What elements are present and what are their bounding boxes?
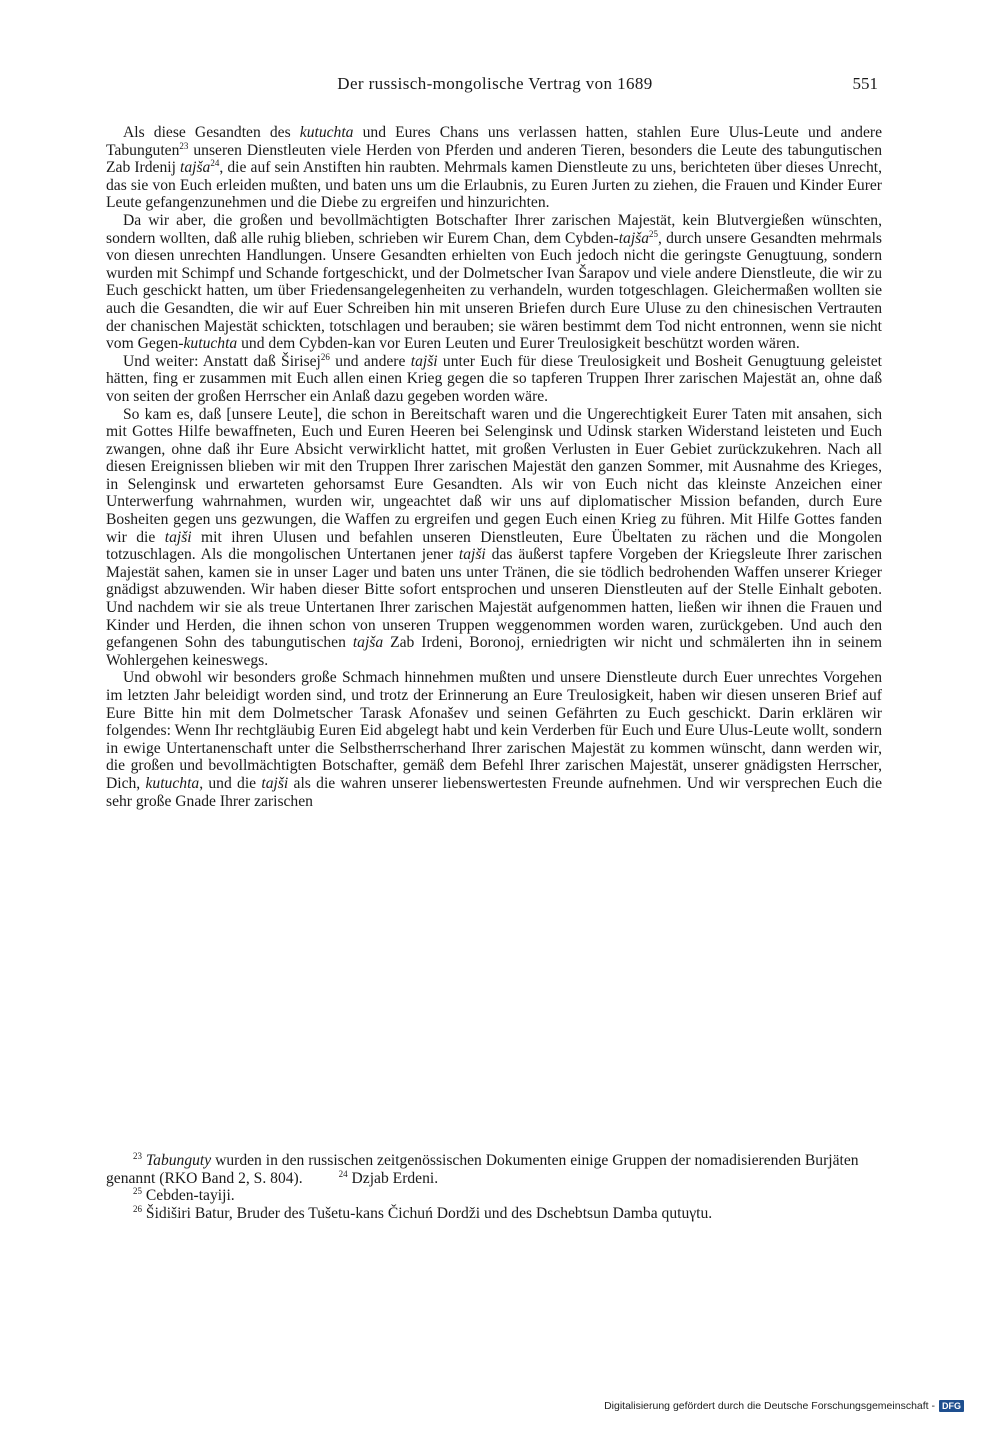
italic-term: tajši — [458, 546, 486, 564]
italic-term: tajša — [180, 159, 211, 177]
footnote-ref-23: 23 — [179, 140, 189, 151]
text-run: Zab Irdeni, Boronoj, erniedrigten wir nicht und schmälerten ihn in seinem Wohlergehen keineswegs. — [106, 634, 882, 669]
footnote-ref-26: 26 — [320, 351, 330, 362]
text-run: , durch unsere Gesandten mehrmals von diesen unrechten Handlungen. Unsere Gesandten erhielten von Euch jedoch nicht die geringste Genugtuung, sondern wurden mit Schimpf und Schande fortgeschickt, und der Dolmetscher Ivan Šarapov und viele andere Dienstleute, die wir zu Euch geschickt hatten, um über Friedensangelegenheiten zu verhandeln, wurden totgeschlagen. Gleichermaßen wollten sie auch die Gesandten, die wir auf Euer Schreiben hin mit unseren Briefen durch Eure Uluse zu den chinesischen Vertrauten der chanischen Majestät schickten, totschlagen und berauben; sie wären bestimmt dem Tod nicht entronnen, wenn sie nicht vom Gegen- — [106, 229, 882, 353]
text-run: , die auf sein Anstiften hin raubten. Mehrmals kamen Dienstleute zu uns, berichteten über dieses Unrecht, das sie von Euch erleiden mußten, und baten uns um die Erlaubnis, zu Euren Jurten zu ziehen, die Frauen und Kinder Eurer Leute gefangenzunehmen und die Diebe zu ergreifen und hinzurichten. — [106, 159, 882, 212]
footnote-23-24 — [106, 1152, 882, 1187]
text-run: unter Euch für diese Treulosigkeit und Bosheit Genugtuung geleistet hätten, fing er zusammen mit Euch allen einen Krieg gegen die so tapferen Truppen Ihrer zarischen Majestät an, ohne daß von seiten der großen Herrscher ein Anlaß dazu gegeben worden wäre. — [106, 352, 882, 405]
text-run: Da wir aber, die großen und bevollmächtigten Botschafter Ihrer zarischen Majestät, kein Blutvergießen wünschten, sondern wollten, daß alle ruhig blieben, schrieben wir Eurem Chan, dem Cybden- — [106, 211, 882, 247]
footnote-text: Cebden-tayiji. — [142, 1187, 235, 1205]
italic-term: tajša — [618, 229, 650, 247]
page-header — [100, 74, 890, 98]
italic-term: kutuchta — [145, 774, 200, 792]
footnote-number: 23 — [133, 1151, 142, 1161]
footnotes — [106, 1152, 882, 1222]
text-run: und andere — [329, 352, 411, 370]
italic-term: Tabunguty — [145, 1152, 212, 1169]
text-run: als die wahren unserer liebenswertesten Freunde aufnehmen. Und wir versprechen Euch die sehr große Gnade Ihrer zarischen — [106, 774, 883, 810]
text-run: mit ihren Ulusen und befahlen unseren Dienstleuten, Eure Übeltaten zu rächen und die Mongolen totzuschlagen. Als die mongolischen Untertanen jener — [106, 528, 882, 564]
footnote-text: wurden in den russischen zeitgenössischen Dokumenten einige Gruppen der nomadisierenden Burjäten genannt (RKO Band 2, S. 804). — [106, 1152, 859, 1187]
text-run: So kam es, daß [unsere Leute], die schon in Bereitschaft waren und die Ungerechtigkeit Eurer Taten mit ansahen, sich mit Gottes Hilfe bewaffneten, Euch und Euren Heeren bei Selenginsk und Udinsk starken Widerstand leisteten und Euch zwangen, ohne daß ihr Eure Absicht verwirklicht hattet, mit großen Verlusten in Euer Gebiet zurückzukehren. Nach all diesen Ereignissen blieben wir mit den Truppen Ihrer zarischen Majestät den ganzen Sommer, mit Ausnahme des Krieges, in Selenginsk und erwarteten gehorsamst Eure Gesandten. Als wir von Euch nicht das kleinste Anzeichen einer Unterwerfung wahrnahmen, wurden wir, ungeachtet daß wir uns auf diplomatischer Mission befanden, durch Eure Bosheiten gegen uns gezwungen, die Waffen zu ergreifen und gegen Euch einen Krieg zu führen. Mit Hilfe Gottes fanden wir die — [106, 405, 882, 546]
footnote-number: 26 — [133, 1203, 142, 1214]
italic-term: tajši — [164, 528, 192, 546]
text-run: und dem Cybden-kan vor Euren Leuten und Eurer Treulosigkeit beschützt worden wären. — [237, 335, 800, 353]
digitization-credit — [604, 1399, 964, 1413]
italic-term: kutuchta — [183, 335, 238, 353]
paragraph-3 — [106, 353, 882, 406]
footnote-26 — [106, 1205, 882, 1223]
dfg-logo-icon: DFG — [939, 1400, 964, 1412]
credit-text: Digitalisierung gefördert durch die Deutsche Forschungsgemeinschaft - — [604, 1400, 935, 1412]
text-run: Und weiter: Anstatt daß Širisej — [123, 352, 321, 370]
footnote-ref-25: 25 — [649, 228, 659, 239]
italic-term: tajša — [352, 634, 384, 652]
text-run: das äußerst tapfere Vorgeben der Kriegsleute Ihrer zarischen Majestät sahen, kamen sie in unser Lager und baten uns unter Tränen, die sie tödlich bedrohenden Waffen unserer Krieger gnädigst abzuwenden. Wir haben dieser Bitte sofort entsprochen und unseren Dienstleuten auf der Stelle Einhalt geboten. Und nachdem wir sie als treue Untertanen Ihrer zarischen Majestät aufgenommen hatten, ließen wir ihnen die Frauen und Kinder und Herden, die ihnen schon von unseren Truppen weggenommen worden waren, zurückgeben. Und auch den gefangenen Sohn des tabungutischen — [106, 546, 882, 652]
footnote-number: 24 — [338, 1168, 348, 1179]
italic-term: tajši — [261, 774, 289, 792]
text-run: unseren Dienstleuten viele Herden von Pferden und anderen Tieren, besonders die Leute des tabungutischen Zab Irdenij — [106, 141, 882, 177]
footnote-number: 25 — [133, 1186, 142, 1197]
footnote-ref-24: 24 — [210, 158, 220, 169]
footnote-text: Dzjab Erdeni. — [347, 1169, 439, 1187]
paragraph-4 — [106, 406, 882, 670]
footnote-text: Šidiširi Batur, Bruder des Tušetu-kans Čichuń Dordži und des Dschebtsun Damba qutuγtu. — [142, 1204, 713, 1222]
italic-term: tajši — [410, 352, 438, 370]
text-run: und Eures Chans uns verlassen hatten, stahlen Eure Ulus-Leute und andere Tabunguten — [106, 124, 883, 159]
body-text — [106, 124, 882, 810]
text-run: Als diese Gesandten des — [123, 124, 300, 141]
paragraph-1 — [106, 124, 882, 212]
text-run: , und die — [199, 774, 262, 792]
text-run: Und obwohl wir besonders große Schmach hinnehmen mußten und unsere Dienstleute durch Euer unrechtes Vorgehen im letzten Jahr beleidigt worden sind, und trotz der Erinnerung an Eure Treulosigkeit, haben wir diesen unseren Brief auf Eure Bitte hin mit dem Dolmetscher Tarask Afonašev und seinen Gefährten zu Euch geschickt. Darin erklären wir folgendes: Wenn Ihr rechtgläubig Euren Eid abgelegt habt und kein Verderben für Euch und Eure Ulus-Leute wollt, sondern in ewige Untertanenschaft unter die Selbstherrscherhand Ihrer zarischen Majestät zu kommen wünscht, dann werden wir, die großen und bevollmächtigten Botschafter, gemäß dem Befehl Ihrer zarischen Majestät, unserer gnädigsten Herrscher, Dich, — [106, 669, 882, 792]
running-title: Der russisch-mongolische Vertrag von 1689 — [337, 74, 653, 93]
paragraph-2 — [106, 212, 882, 353]
footnote-25 — [106, 1187, 882, 1205]
italic-term: kutuchta — [299, 124, 354, 141]
paragraph-5 — [106, 669, 882, 810]
page-number: 551 — [852, 74, 878, 93]
